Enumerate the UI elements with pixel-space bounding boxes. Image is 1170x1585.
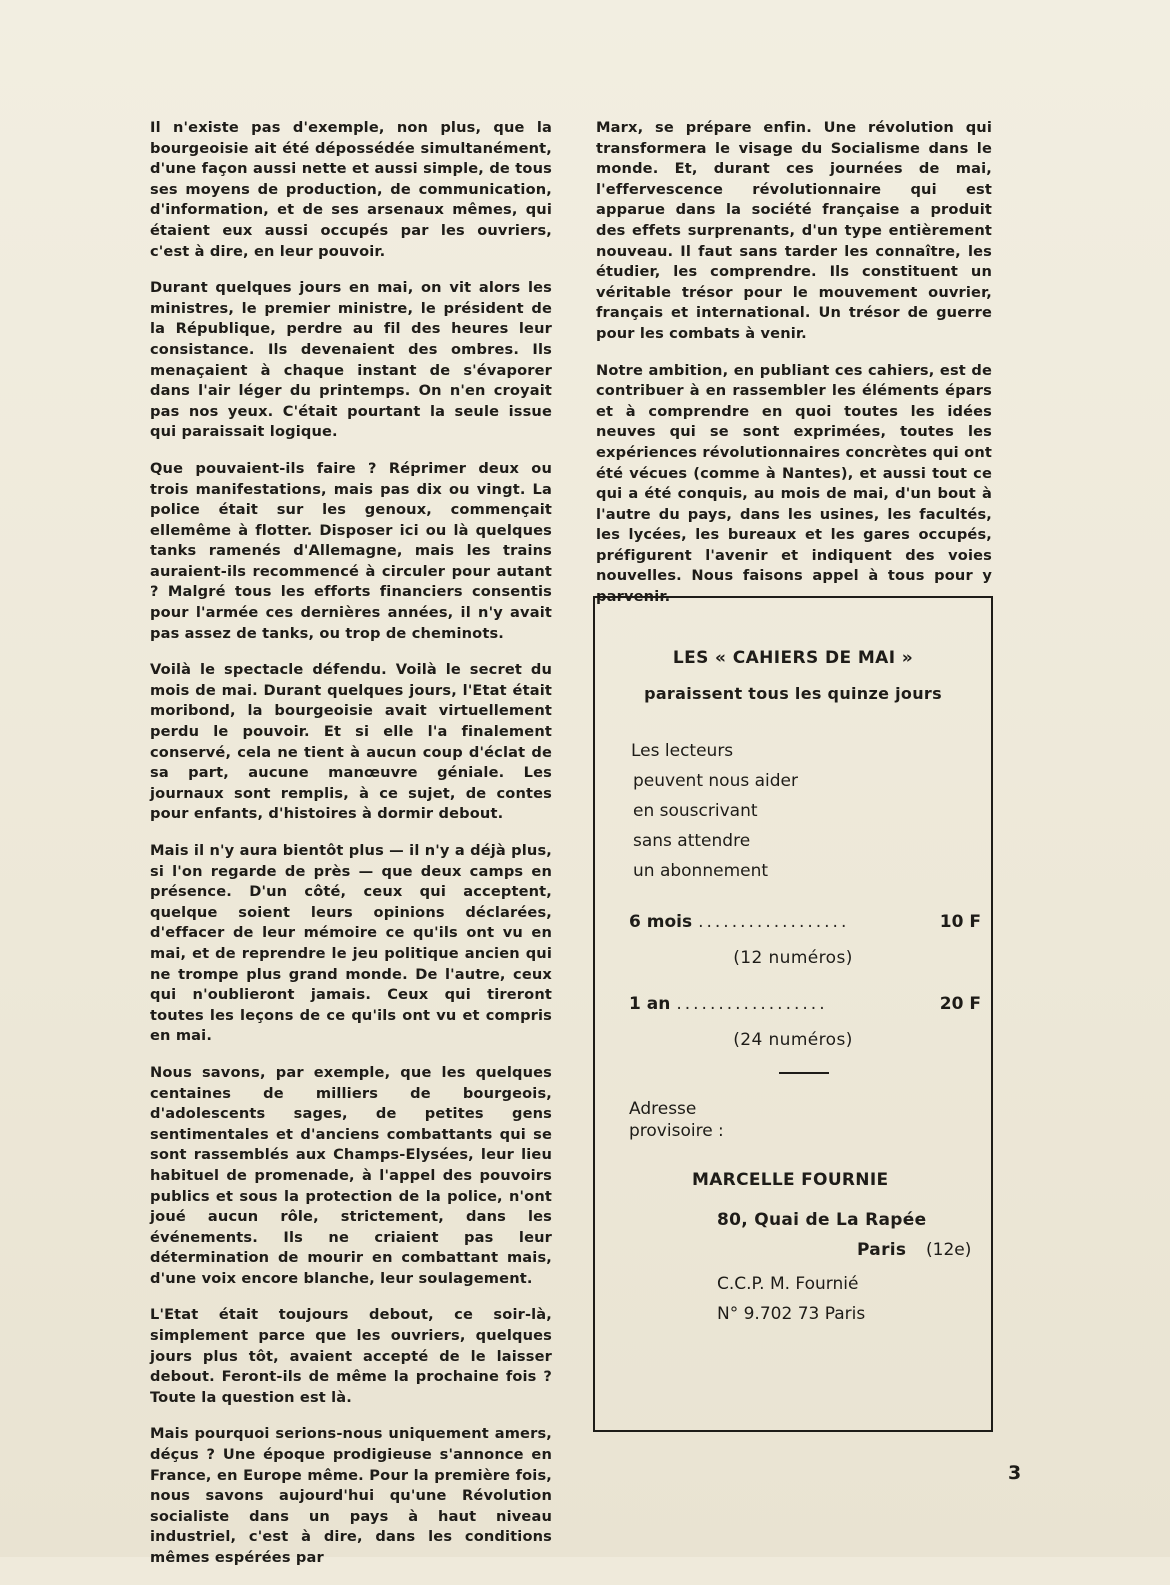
paragraph: Il n'existe pas d'exemple, non plus, que la bourgeoisie ait été dépossédée simultanément, d'une façon aussi nette et aussi simple, de tous ses moyens de production, de communication, d'information, et de ses arsenaux mêmes, qui étaient eux aussi occupés par les ouvriers, c'est à dire, en leur pouvoir. <box>150 119 552 260</box>
paragraph: Que pouvaient-ils faire ? Réprimer deux ou trois manifestations, mais pas dix ou vingt. La police était sur les genoux, commençait ellemême à flotter. Disposer ici ou là quelques tanks ramenés d'Allemagne, mais les trains auraient-ils recommencé à circuler pour autant ? Malgré tous les efforts financiers consentis pour l'armée ces dernières années, il n'y avait pas assez de tanks, ou trop de cheminots. <box>150 459 552 642</box>
readers-text <box>631 736 798 886</box>
contact-city: Paris <box>857 1240 907 1260</box>
ccp-account: C.C.P. M. Fournié <box>717 1274 859 1294</box>
offer-price: 10 F <box>939 912 981 932</box>
paragraph: Notre ambition, en publiant ces cahiers, est de contribuer à en rassembler les éléments épars et à comprendre en quoi toutes les idées neuves qui se sont exprimées, toutes les expériences révolutionnaires concrètes qui ont été vécues (comme à Nantes), et aussi tout ce qui a été conquis, au mois de mai, d'un bout à l'autre du pays, dans les usines, les facultés, les lycées, les bureaux et les gares occupés, préfigurent l'avenir et indiquent des voies nouvelles. Nous faisons appel à tous pour y parvenir. <box>596 361 992 606</box>
subscription-box <box>593 596 993 1432</box>
offer-period: 6 mois <box>629 912 693 932</box>
contact-name: MARCELLE FOURNIE <box>692 1170 889 1190</box>
offer-leader-dots: .................. <box>676 994 828 1014</box>
ccp-number: N° 9.702 73 Paris <box>717 1304 866 1324</box>
offer-issues: (24 numéros) <box>733 1030 853 1050</box>
left-column <box>150 118 552 1585</box>
address-label <box>629 1098 724 1142</box>
paragraph: Durant quelques jours en mai, on vit alors les ministres, le premier ministre, le président de la République, perdre au fil des heures leur consistance. Ils devenaient des ombres. Ils menaçaient à chaque instant de s'évaporer dans l'air léger du printemps. On n'en croyait pas nos yeux. C'était pourtant la seule issue qui paraissait logique. <box>150 279 552 441</box>
box-subtitle: paraissent tous les quinze jours <box>644 684 942 703</box>
readers-line: sans attendre <box>633 831 751 851</box>
offer-leader-dots: .................. <box>698 912 850 932</box>
contact-street: 80, Quai de La Rapée <box>717 1210 927 1230</box>
paragraph: Mais pourquoi serions-nous uniquement amers, déçus ? Une époque prodigieuse s'annonce en France, en Europe même. Pour la première fois, nous savons aujourd'hui qu'une Révolution socialiste dans un pays à haut niveau industriel, c'est à dire, dans les conditions mêmes espérées par <box>150 1425 552 1566</box>
address-label-line: Adresse <box>629 1099 697 1119</box>
paragraph: Nous savons, par exemple, que les quelques centaines de milliers de bourgeois, d'adolescents sages, de petites gens sentimentales et d'anciens combattants qui se sont rassemblés aux Champs-Elysées, leur lieu habituel de promenade, à l'appel des pouvoirs publics et sous la protection de la police, n'ont joué aucun rôle, strictement, dans les événements. Ils ne criaient pas leur détermination de mourir en combattant mais, d'une voix encore blanche, leur soulagement. <box>150 1063 552 1287</box>
page-number: 3 <box>1008 1462 1022 1484</box>
readers-line: un abonnement <box>633 861 769 881</box>
paragraph: Voilà le spectacle défendu. Voilà le secret du mois de mai. Durant quelques jours, l'Etat était moribond, la bourgeoisie avait virtuellement perdu le pouvoir. Et si elle l'a finalement conservé, cela ne tient à aucun coup d'éclat de sa part, aucune manœuvre géniale. Les journaux sont remplis, à ce sujet, de contes pour enfants, d'histoires à dormir debout. <box>150 661 552 823</box>
paragraph: Mais il n'y aura bientôt plus — il n'y a déjà plus, si l'on regarde de près — que deux camps en présence. D'un côté, ceux qui acceptent, quelque soient leurs opinions déclarées, d'effacer de leur mémoire ce qu'ils ont vu en mai, et de reprendre le jeu politique ancien qui ne trompe plus grand monde. De l'autre, ceux qui n'oublieront jamais. Ceux qui tireront toutes les leçons de ce qu'ils ont vu et compris en mai. <box>150 842 552 1045</box>
offer-issues: (12 numéros) <box>733 948 853 968</box>
readers-line: peuvent nous aider <box>633 771 798 791</box>
divider <box>779 1072 829 1074</box>
readers-line: Les lecteurs <box>631 741 734 761</box>
contact-district: (12e) <box>926 1240 972 1260</box>
paragraph: L'Etat était toujours debout, ce soir-là, simplement parce que les ouvriers, quelques jours plus tôt, avaient accepté de le laisser debout. Feront-ils de même la prochaine fois ? Toute la question est là. <box>150 1306 552 1406</box>
paragraph: Marx, se prépare enfin. Une révolution qui transformera le visage du Socialisme dans le monde. Et, durant ces journées de mai, l'effervescence révolutionnaire qui est apparue dans la société française a produit des effets surprenants, d'un type entièrement nouveau. Il faut sans tarder les connaître, les étudier, les comprendre. Ils constituent un véritable trésor pour le mouvement ouvrier, français et international. Un trésor de guerre pour les combats à venir. <box>596 119 992 342</box>
offer-six-months <box>629 912 981 932</box>
offer-one-year <box>629 994 981 1014</box>
offer-price: 20 F <box>939 994 981 1014</box>
offer-period: 1 an <box>629 994 671 1014</box>
box-title: LES « CAHIERS DE MAI » <box>672 648 914 668</box>
right-column <box>596 118 992 624</box>
readers-line: en souscrivant <box>633 801 758 821</box>
address-label-line: provisoire : <box>629 1121 724 1141</box>
